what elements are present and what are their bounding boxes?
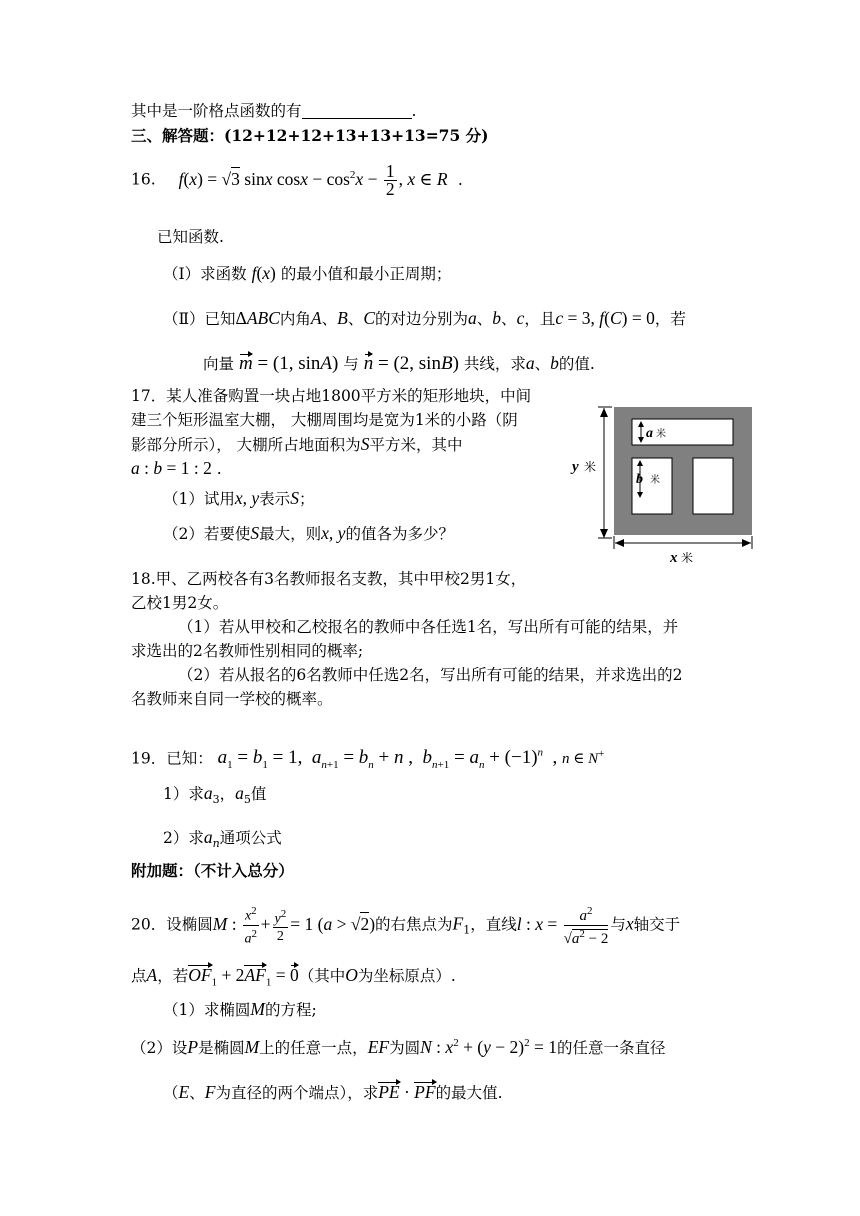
q20-line1: 20．设椭圆M : $\frac{x^2}{a^2}$ + $\frac{y^2}{2}$ = 1 (a > √2)的右焦点为$F_1$，直线l : x = $\frac{a^2}{√a^2 - 2}$ 与x轴交于 — [131, 905, 681, 947]
label-a-unit: 米 — [656, 429, 666, 440]
q18-line3: （1）若从甲校和乙校报名的教师中各任选1名，写出所有可能的结果，并 — [178, 618, 679, 636]
q17-line2: 建三个矩形温室大棚， 大棚周围均是宽为1米的小路（阴 — [131, 411, 518, 429]
q20-part2-cont: （E、F为直径的两个端点），求PE · PF的最大值. — [163, 1082, 503, 1102]
q19-statement: 19．已知： $a_1 = b_1 = 1$, $a_{n+1} = b_n + n$ , $b_{n+1} = a_n + (-1)^n$ , n ∈ N+ — [131, 747, 605, 772]
q16-intro: 已知函数. — [157, 228, 224, 246]
q16-part2: （Ⅱ）已知ΔABC内角A、B、C的对边分别为a、b、c，且c = 3, f(C) = 0，若 — [163, 308, 686, 328]
q17-line3: 影部分所示）， 大棚所占地面积为S平方米，其中 — [131, 434, 463, 454]
q16-formula: f(x) = √3 sinx $\cos x - \cos^2x$ − $\frac{1}{2}$ , x ∈ R — [178, 161, 448, 199]
prev-question-tail: 其中是一阶格点函数的有 . — [131, 102, 417, 120]
section-heading: 三、解答题：(12+12+12+13+13+13=75 分) — [131, 126, 489, 145]
answer-blank — [302, 102, 412, 119]
label-a: a — [646, 426, 653, 441]
q17-ratio: a : b = 1 : 2 . — [131, 458, 222, 478]
q16-formula-line: 16. f(x) = √3 sinx $\cos x - \cos^2x$ − $\frac{1}{2}$ , x ∈ R . — [131, 161, 463, 199]
q17-part2: （2）若要使S最大，则x, y的值各为多少？ — [163, 523, 454, 543]
label-x: x — [670, 550, 678, 563]
q18-line2: 乙校1男2女。 — [131, 594, 229, 612]
label-x-unit: 米 — [681, 551, 694, 563]
q18-line1: 18.甲、乙两校各有3名教师报名支教，其中甲校2男1女， — [131, 570, 527, 588]
q16-part1: （Ⅰ）求函数 f(x) 的最小值和最小正周期； — [163, 263, 452, 283]
q19-part1: 1）求$a_3$，$a_5$值 — [163, 783, 267, 807]
q19-part2: 2）求$a_n$通项公式 — [163, 827, 282, 851]
greenhouse-figure — [568, 403, 758, 563]
label-b: b — [636, 472, 643, 487]
q17-part1: （1）试用x, y表示S； — [163, 488, 315, 508]
q16-part2-vectors: 向量 m = (1, sinA) 与 n = (2, sinB) 共线，求a、b的值. — [203, 353, 595, 374]
q20-line2: 点A，若$OF_1 + 2AF_1 = 0$（其中O为坐标原点）. — [131, 965, 456, 989]
q20-part2: （2）设P是椭圆M上的任意一点，EF为圆N : $x^2 + (y - 2)^2 = 1$的任意一条直径 — [131, 1036, 666, 1057]
q18-line5: （2）若从报名的6名教师中任选2名，写出所有可能的结果，并求选出的2 — [178, 666, 683, 684]
greenhouse-bottom-right — [693, 458, 733, 514]
q17-line1: 17．某人准备购置一块占地1800平方米的矩形地块，中间 — [131, 387, 532, 405]
extra-heading: 附加题：（不计入总分） — [131, 861, 294, 880]
label-y-unit: 米 — [584, 460, 597, 474]
q18-line4: 求选出的2名教师性别相同的概率; — [131, 642, 364, 660]
q18-line6: 名教师来自同一学校的概率。 — [131, 690, 333, 708]
label-b-unit: 米 — [650, 475, 660, 486]
q20-part1: （1）求椭圆M的方程; — [163, 999, 317, 1019]
label-y: y — [572, 459, 579, 475]
